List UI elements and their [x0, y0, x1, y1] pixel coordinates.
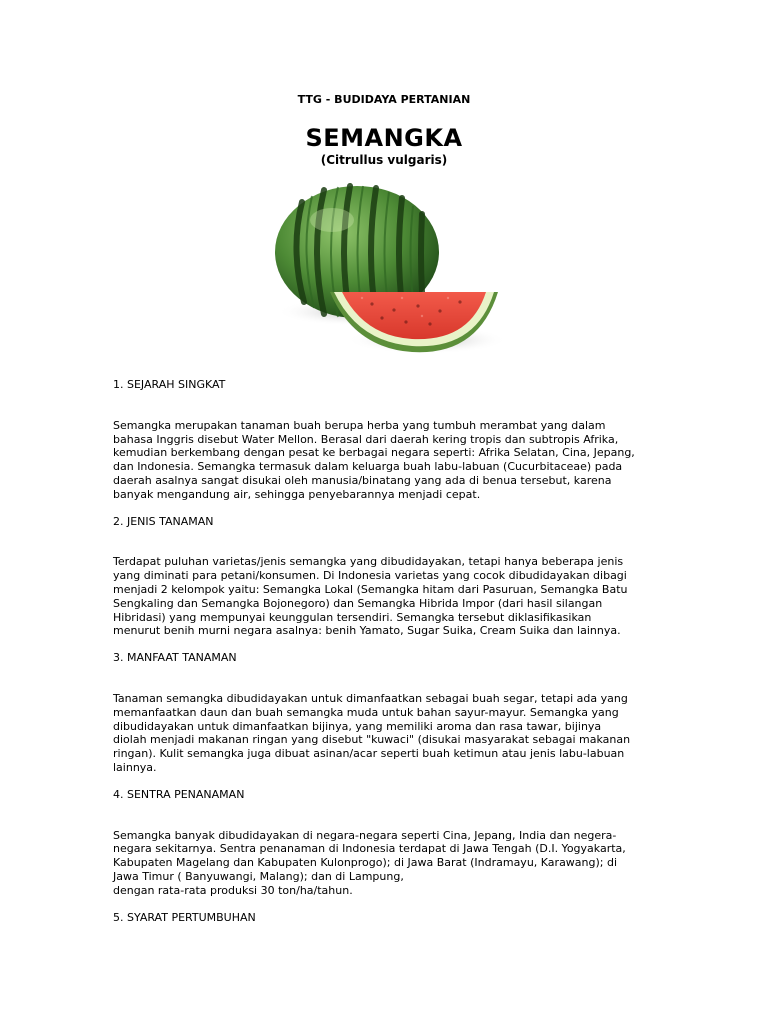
section	[113, 515, 653, 639]
section-paragraph	[113, 829, 653, 898]
section	[113, 911, 653, 925]
section-paragraph	[113, 692, 653, 775]
paragraph-line: Semangka merupakan tanaman buah berupa herba yang tumbuh merambat yang dalam	[113, 418, 606, 432]
paragraph-line: memanfaatkan daun dan buah semangka muda untuk bahan sayur-mayur. Semangka yang	[113, 705, 619, 719]
paragraph-line: menjadi 2 kelompok yaitu: Semangka Lokal (Semangka hitam dari Pasuruan, Semangka Batu	[113, 582, 628, 596]
paragraph-line: daerah asalnya sangat disukai oleh manusia/binatang yang ada di benua tersebut, karena	[113, 473, 612, 487]
paragraph-line: yang diminati para petani/konsumen. Di Indonesia varietas yang cocok dibudidayakan dibagi	[113, 569, 627, 583]
paragraph-line: dan Indonesia. Semangka termasuk dalam keluarga buah labu-labuan (Cucurbitaceae) pada	[113, 460, 623, 474]
section-heading: 4. SENTRA PENANAMAN	[113, 787, 245, 801]
paragraph-line: lainnya.	[113, 760, 157, 774]
paragraph-line: Kabupaten Magelang dan Kabupaten Kulonprogo); di Jawa Barat (Indramayu, Karawang); di	[113, 856, 618, 870]
paragraph-line: Sengkaling dan Semangka Bojonegoro) dan Semangka Hibrida Impor (dari hasil silangan	[113, 596, 603, 610]
paragraph-line: menurut benih murni negara asalnya: benih Yamato, Sugar Suika, Cream Suika dan lainnya.	[113, 624, 621, 638]
paragraph-line: kemudian berkembang dengan pesat ke berbagai negara seperti: Afrika Selatan, Cina, Jepang,	[113, 446, 635, 460]
document-body	[113, 378, 653, 951]
section-paragraph	[113, 419, 653, 502]
section	[113, 788, 653, 898]
paragraph-line: Terdapat puluhan varietas/jenis semangka yang dibudidayakan, tetapi hanya beberapa jenis	[113, 555, 624, 569]
paragraph-line: Hibridasi) yang mempunyai keunggulan tersendiri. Semangka tersebut diklasifikasikan	[113, 610, 592, 624]
section-heading: 3. MANFAAT TANAMAN	[113, 651, 237, 665]
section	[113, 651, 653, 775]
paragraph-line: Jawa Timur ( Banyuwangi, Malang); dan di Lampung,	[113, 869, 404, 883]
paragraph-line: negara sekitarnya. Sentra penanaman di Indonesia terdapat di Jawa Tengah (D.I. Yogyakarta,	[113, 842, 626, 856]
paragraph-line: ringan). Kulit semangka juga dibuat asinan/acar seperti buah ketimun atau jenis labu-labuan	[113, 747, 625, 761]
section-paragraph	[113, 555, 653, 638]
section-heading: 5. SYARAT PERTUMBUHAN	[113, 910, 256, 924]
paragraph-line: dengan rata-rata produksi 30 ton/ha/tahun.	[113, 883, 353, 897]
section-heading: 1. SEJARAH SINGKAT	[113, 378, 226, 391]
paragraph-line: bahasa Inggris disebut Water Mellon. Berasal dari daerah kering tropis dan subtropis Afrika,	[113, 432, 619, 446]
section-heading: 2. JENIS TANAMAN	[113, 514, 214, 528]
paragraph-line: dibudidayakan untuk dimanfaatkan bijinya, yang memiliki aroma dan rasa tawar, bijinya	[113, 719, 602, 733]
paragraph-line: Tanaman semangka dibudidayakan untuk dimanfaatkan sebagai buah segar, tetapi ada yang	[113, 691, 628, 705]
document-header: TTG - BUDIDAYA PERTANIAN	[297, 93, 471, 106]
watermelon-icon	[262, 180, 512, 360]
paragraph-line: banyak mengandung air, sehingga penyebarannya menjadi cepat.	[113, 487, 481, 501]
page-title: SEMANGKA	[305, 124, 463, 152]
paragraph-line: Semangka banyak dibudidayakan di negara-negara seperti Cina, Jepang, India dan negera-	[113, 828, 617, 842]
watermelon-illustration	[262, 180, 512, 360]
section	[113, 378, 653, 502]
scientific-name: (Citrullus vulgaris)	[320, 153, 448, 167]
paragraph-line: diolah menjadi makanan ringan yang disebut "kuwaci" (disukai masyarakat sebagai makanan	[113, 733, 631, 747]
